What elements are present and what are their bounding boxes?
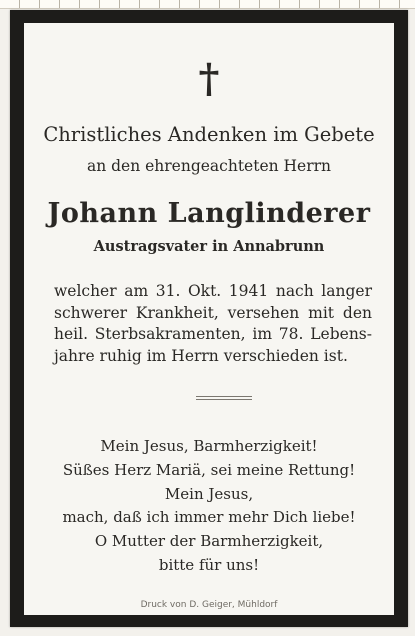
scan-ruler-edge <box>0 0 415 9</box>
obituary-line: schwerer Krankheit, versehen mit den <box>54 303 372 322</box>
cross-icon: † <box>198 55 220 102</box>
card-heading: Christliches Andenken im Gebete <box>43 123 375 146</box>
prayer-line: bitte für uns! <box>158 555 260 574</box>
deceased-role: Austragsvater in Annabrunn <box>93 238 325 255</box>
prayer-block <box>24 435 394 578</box>
prayer-line: Mein Jesus, Barmherzigkeit! <box>100 437 318 455</box>
deceased-name: Johann Langlinderer <box>47 198 371 229</box>
obituary-line: heil. Sterbsakramenten, im 78. Lebens- <box>54 325 372 343</box>
obituary-text <box>54 281 372 367</box>
card-subheading: an den ehrengeachteten Herrn <box>86 157 332 175</box>
memorial-card <box>10 10 408 627</box>
prayer-line: Mein Jesus, <box>164 484 254 503</box>
prayer-line: Süßes Herz Mariä, sei meine Rettung! <box>62 460 356 479</box>
prayer-line: mach, daß ich immer mehr Dich liebe! <box>62 508 356 527</box>
printer-imprint: Druck von D. Geiger, Mühldorf <box>140 600 278 610</box>
ornamental-divider <box>196 396 252 406</box>
prayer-line: O Mutter der Barmherzigkeit, <box>94 532 324 551</box>
obituary-line: jahre ruhig im Herrn verschieden ist. <box>54 346 348 365</box>
obituary-line: welcher am 31. Okt. 1941 nach langer <box>54 282 372 300</box>
memorial-card-inner <box>24 23 394 615</box>
